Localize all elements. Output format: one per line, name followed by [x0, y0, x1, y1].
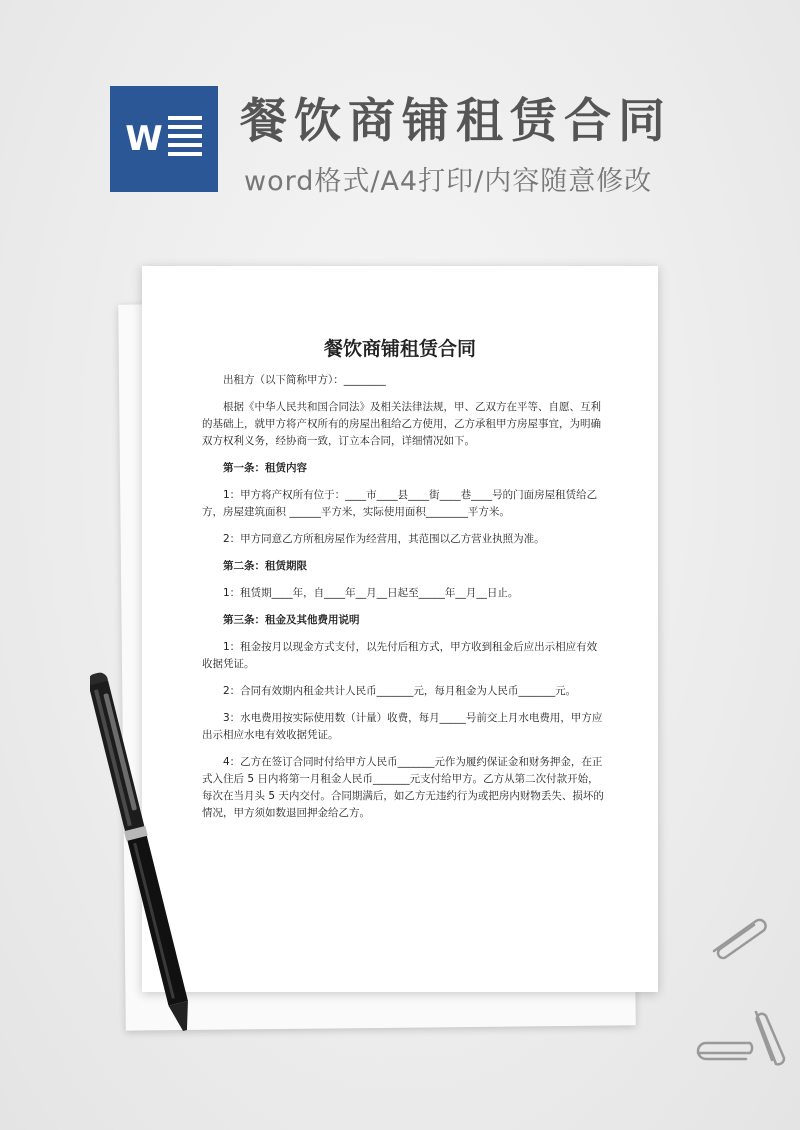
- section-heading: 第二条：租赁期限: [223, 560, 307, 572]
- section-heading: 第三条：租金及其他费用说明: [223, 614, 360, 626]
- paragraph: 根据《中华人民共和国合同法》及相关法律法规，甲、乙双方在平等、自愿、互利的基础上，就甲方将产权所有的房屋出租给乙方使用，乙方承租甲方房屋事宜，为明确双方权利义务，经协商一致，订立本合同，详细情况如下。: [202, 401, 601, 447]
- paragraph: 2：合同有效期内租金共计人民币_______元，每月租金为人民币_______元。: [223, 685, 577, 697]
- document-body: [202, 372, 607, 822]
- paragraph: 出租方（以下简称甲方）：________: [223, 374, 386, 386]
- page-title: 餐饮商铺租赁合同: [240, 94, 672, 149]
- pen-icon: [90, 660, 190, 1040]
- paragraph: 1：租金按月以现金方式支付，以先付后租方式，甲方收到租金后应出示相应有效收据凭证。: [202, 641, 598, 670]
- word-icon: [110, 86, 218, 192]
- document-sheet: [142, 266, 658, 992]
- paperclip-icon: [708, 916, 768, 960]
- paragraph: 3：水电费用按实际使用数（计量）收费，每月_____号前交上月水电费用，甲方应出示相应水电有效收据凭证。: [202, 712, 603, 741]
- paragraph: 4：乙方在签订合同时付给甲方人民币_______元作为履约保证金和财务押金，在正式入住后 5 日内将第一月租金人民币_______元支付给甲方。乙方从第二次付款开始，每次在当月头 5 天内交付。合同期满后，如乙方无违约行为或把房内财物丢失、损坏的情况，甲方须如数退回押金给乙方。: [202, 756, 604, 819]
- paperclip-icon: [748, 1008, 788, 1072]
- word-lines-icon: [168, 116, 202, 161]
- paragraph: 2：甲方同意乙方所租房屋作为经营用，其范围以乙方营业执照为准。: [223, 533, 545, 545]
- document-title: 餐饮商铺租赁合同: [323, 338, 476, 360]
- section-heading: 第一条：租赁内容: [223, 462, 307, 474]
- page-subtitle: word格式/A4打印/内容随意修改: [244, 166, 653, 197]
- paragraph: 1：租赁期____年，自____年__月__日起至_____年__月__日止。: [223, 587, 519, 599]
- paragraph: 1：甲方将产权所有位于：____市____县____街____巷____号的门面房屋租赁给乙方，房屋建筑面积 ______平方米，实际使用面积________平方米。: [202, 489, 598, 518]
- word-logo-letter: W: [125, 119, 163, 159]
